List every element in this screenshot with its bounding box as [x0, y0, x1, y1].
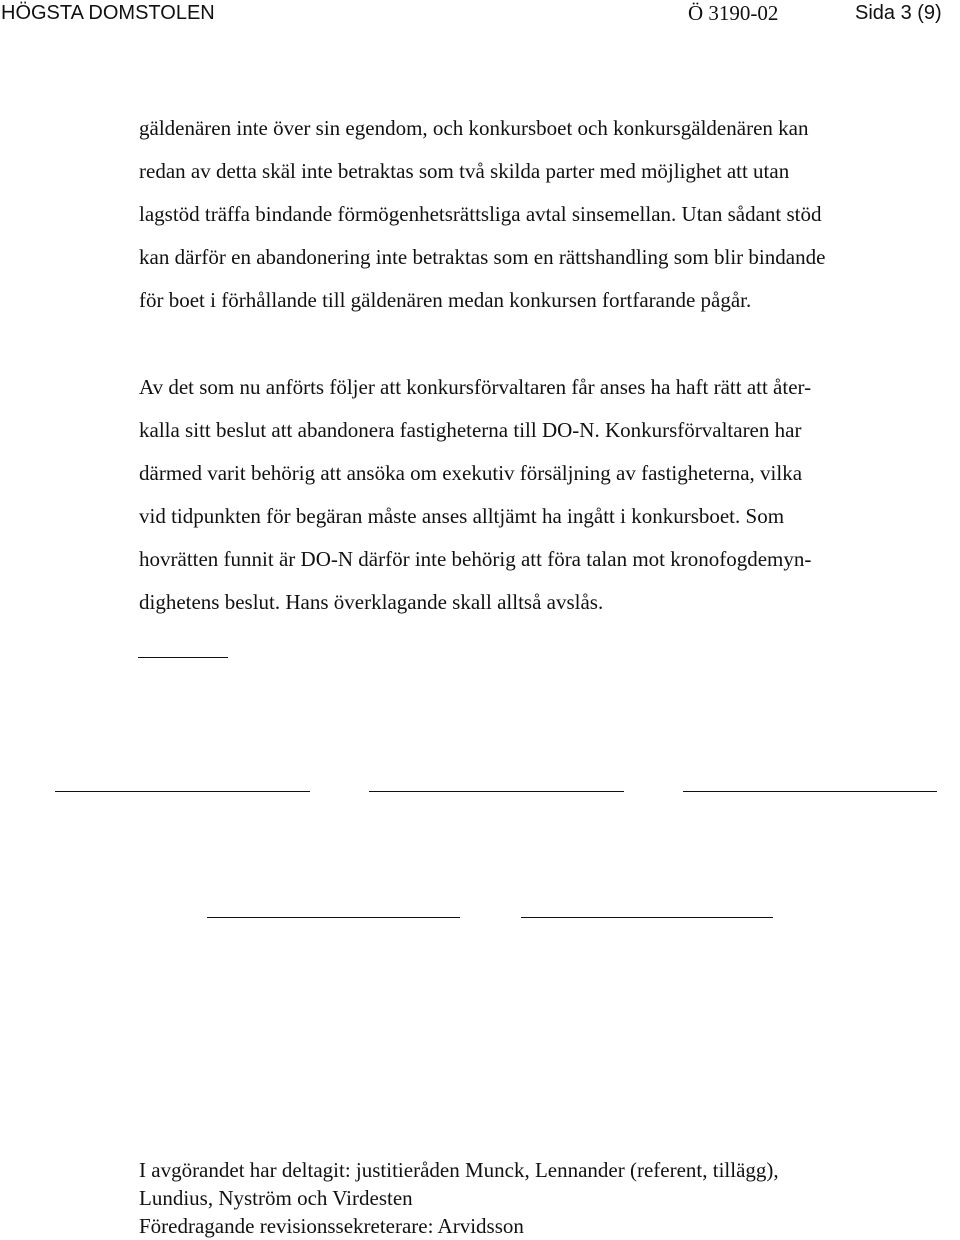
- paragraph-1: [139, 107, 959, 322]
- paragraph-line: för boet i förhållande till gäldenären medan konkursen fortfarande pågår.: [139, 288, 752, 312]
- paragraph-line: kan därför en abandonering inte betraktas som en rättshandling som blir bindande: [139, 245, 826, 269]
- signature-line: [521, 917, 773, 918]
- page-header: [0, 0, 960, 28]
- participants-line: I avgörandet har deltagit: justitieråden Munck, Lennander (referent, tillägg),: [139, 1158, 779, 1182]
- court-name: HÖGSTA DOMSTOLEN: [1, 2, 215, 24]
- paragraph-line: redan av detta skäl inte betraktas som två skilda parter med möjlighet att utan: [139, 159, 790, 183]
- page-number: Sida 3 (9): [855, 2, 942, 24]
- paragraph-line: vid tidpunkten för begäran måste anses alltjämt ha ingått i konkursboet. Som: [139, 504, 785, 528]
- signature-line: [55, 791, 310, 792]
- case-number: Ö 3190-02: [688, 1, 779, 25]
- paragraph-line: kalla sitt beslut att abandonera fastigheterna till DO-N. Konkursförvaltaren har: [139, 418, 802, 442]
- signature-line: [369, 791, 624, 792]
- paragraph-2: [139, 366, 959, 624]
- paragraph-line: hovrätten funnit är DO-N därför inte behörig att föra talan mot kronofogdemyn-: [139, 547, 812, 571]
- footnote-divider: [138, 657, 228, 658]
- paragraph-line: gäldenären inte över sin egendom, och konkursboet och konkursgäldenären kan: [139, 116, 809, 140]
- signature-line: [207, 917, 460, 918]
- participants-line: Lundius, Nyström och Virdesten: [139, 1186, 413, 1210]
- rapporteur-line: Föredragande revisionssekreterare: Arvidsson: [139, 1214, 524, 1238]
- paragraph-line: därmed varit behörig att ansöka om exekutiv försäljning av fastigheterna, vilka: [139, 461, 803, 485]
- paragraph-line: dighetens beslut. Hans överklagande skall alltså avslås.: [139, 590, 604, 614]
- paragraph-line: lagstöd träffa bindande förmögenhetsrättsliga avtal sinsemellan. Utan sådant stöd: [139, 202, 822, 226]
- paragraph-line: Av det som nu anförts följer att konkursförvaltaren får anses ha haft rätt att åter-: [139, 375, 812, 399]
- signature-line: [683, 791, 937, 792]
- participants-note: [139, 1156, 954, 1240]
